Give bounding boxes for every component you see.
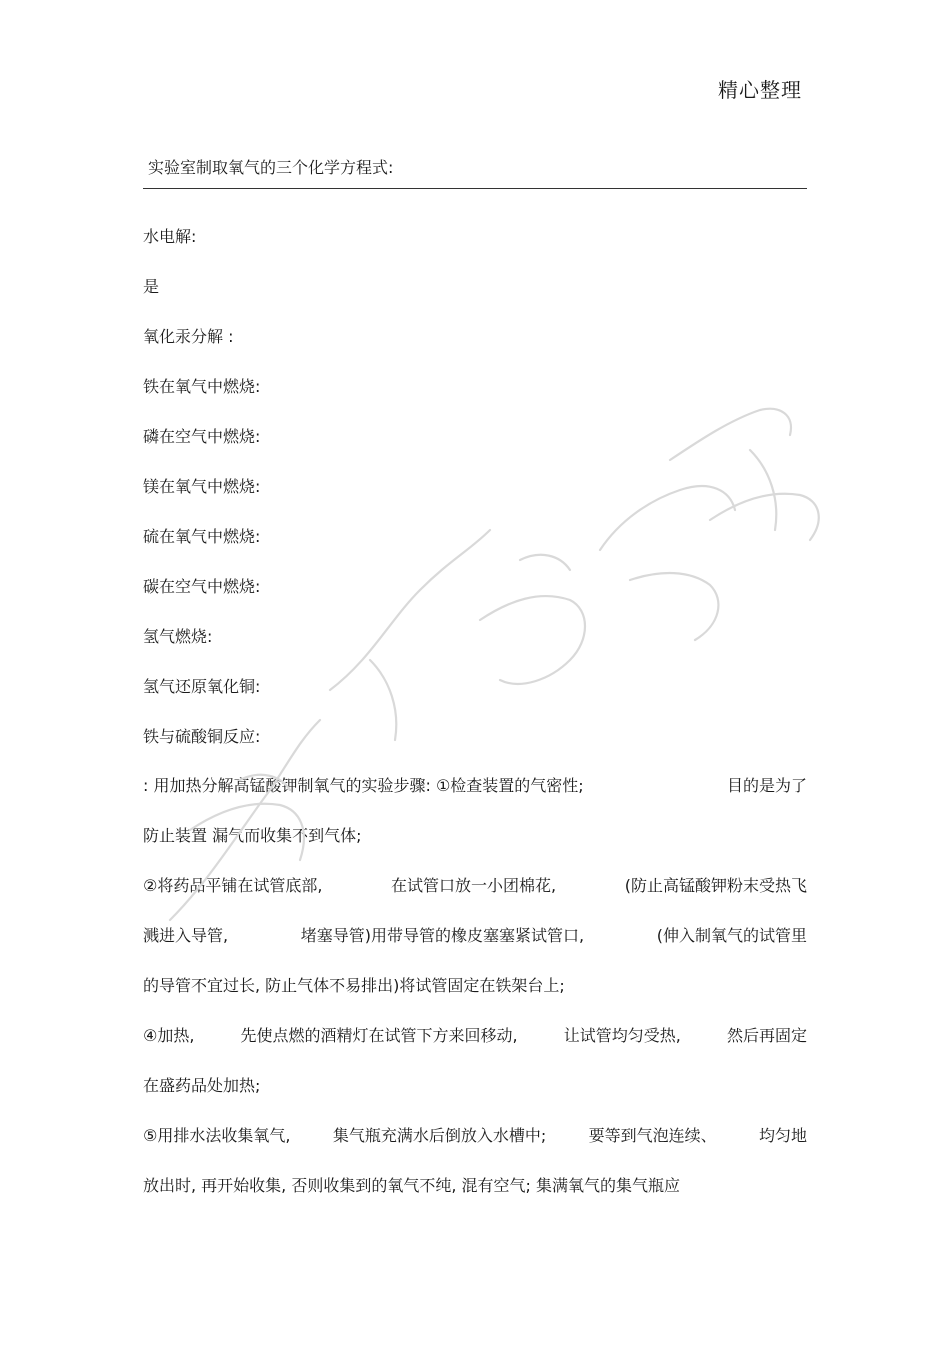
step-text: (防止高锰酸钾粉末受热飞: [624, 876, 807, 895]
step-text: 然后再固定: [726, 1026, 807, 1045]
step-line: [143, 867, 807, 917]
list-item: 氢气还原氧化铜:: [143, 677, 261, 696]
document-title: 实验室制取氧气的三个化学方程式:: [148, 158, 394, 177]
step-line: [143, 1017, 807, 1067]
step-line: 的导管不宜过长, 防止气体不易排出)将试管固定在铁架台上;: [143, 976, 565, 995]
step-text: 先使点燃的酒精灯在试管下方来回移动,: [240, 1026, 518, 1045]
step-text: 堵塞导管)用带导管的橡皮塞塞紧试管口,: [300, 926, 585, 945]
step-text: 要等到气泡连续、: [588, 1126, 717, 1145]
step-text: 目的是为了: [726, 776, 807, 795]
list-item: 镁在氧气中燃烧:: [143, 477, 261, 496]
list-item: 碳在空气中燃烧:: [143, 577, 261, 596]
step-line: [143, 767, 807, 817]
step-text: 集气瓶充满水后倒放入水槽中;: [332, 1126, 547, 1145]
step-text: 均匀地: [758, 1126, 807, 1145]
list-item: 铁与硫酸铜反应:: [143, 727, 261, 746]
list-item: 是: [143, 277, 160, 296]
list-item: 氢气燃烧:: [143, 627, 213, 646]
list-item: 磷在空气中燃烧:: [143, 427, 261, 446]
step-text: (伸入制氧气的试管里: [656, 926, 807, 945]
step-line: [143, 917, 807, 967]
step-line: 放出时, 再开始收集, 否则收集到的氧气不纯, 混有空气; 集满氧气的集气瓶应: [143, 1176, 680, 1195]
step-text: ⑤用排水法收集氧气,: [143, 1126, 291, 1145]
list-item: 水电解:: [143, 227, 197, 246]
equation-list: [143, 218, 807, 768]
step-text: ④加热,: [143, 1026, 195, 1045]
list-item: 氧化汞分解 :: [143, 327, 234, 346]
list-item: 硫在氧气中燃烧:: [143, 527, 261, 546]
step-text: : 用加热分解高锰酸钾制氧气的实验步骤: ①检查装置的气密性;: [143, 776, 584, 795]
list-item: 铁在氧气中燃烧:: [143, 377, 261, 396]
step-line: 防止装置 漏气而收集不到气体;: [143, 826, 362, 845]
title-divider: [143, 188, 807, 189]
step-line: 在盛药品处加热;: [143, 1076, 261, 1095]
header-brand: 精心整理: [718, 78, 802, 102]
step-line: [143, 1117, 807, 1167]
step-text: 让试管均匀受热,: [563, 1026, 681, 1045]
step-text: 溅进入导管,: [143, 926, 229, 945]
step-text: ②将药品平铺在试管底部,: [143, 876, 323, 895]
experiment-steps: [143, 767, 807, 1217]
step-text: 在试管口放一小团棉花,: [391, 876, 557, 895]
